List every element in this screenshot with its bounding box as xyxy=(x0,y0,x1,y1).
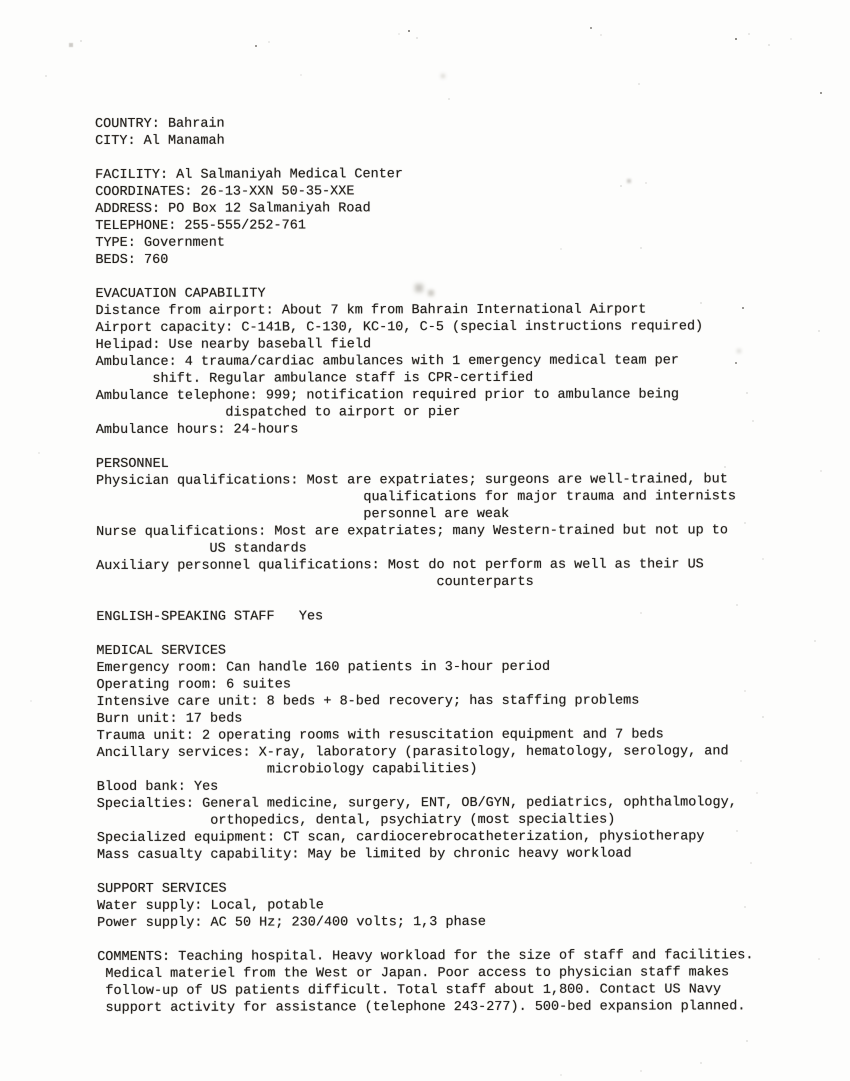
text-line: Physician qualifications: Most are expatriates; surgeons are well-trained, but xyxy=(95,472,728,489)
text-line: Mass casualty capability: May be limited by chronic heavy workload xyxy=(96,846,632,863)
text-line: Helipad: Use nearby baseball field xyxy=(95,337,372,353)
text-line: follow-up of US patients difficult. Total staff about 1,800. Contact US Navy xyxy=(97,982,722,999)
section-heading-personnel: PERSONNEL xyxy=(95,456,169,472)
text-line: Medical materiel from the West or Japan. Poor access to physician staff makes xyxy=(97,965,730,982)
text-line: Ambulance hours: 24-hours xyxy=(95,422,299,438)
section-heading-medical-services: MEDICAL SERVICES xyxy=(96,643,227,659)
text-line: Trauma unit: 2 operating rooms with resuscitation equipment and 7 beds xyxy=(96,727,664,744)
text-line: US standards xyxy=(96,541,307,557)
text-line: shift. Regular ambulance staff is CPR-certified xyxy=(95,370,534,387)
text-line: TELEPHONE: 255-555/252-761 xyxy=(95,218,306,234)
section-comments xyxy=(97,947,753,1017)
text-line: support activity for assistance (telephone 243-277). 500-bed expansion planned. xyxy=(97,999,746,1016)
text-line: Specialties: General medicine, surgery, ENT, OB/GYN, pediatrics, ophthalmology, xyxy=(96,795,737,812)
text-line: dispatched to airport or pier xyxy=(95,405,461,421)
section-support-services xyxy=(97,879,753,932)
scan-noise-smudges xyxy=(0,0,2,2)
text-line: Blood bank: Yes xyxy=(96,779,219,795)
section-heading-evacuation-capability: EVACUATION CAPABILITY xyxy=(95,286,266,302)
text-line: COUNTRY: Bahrain xyxy=(95,116,225,132)
text-line: FACILITY: Al Salmaniyah Medical Center xyxy=(95,167,404,183)
text-line: Burn unit: 17 beds xyxy=(96,711,243,727)
text-line: qualifications for major trauma and internists xyxy=(95,489,737,506)
text-line: Water supply: Local, potable xyxy=(97,898,324,914)
text-line: ENGLISH-SPEAKING STAFF Yes xyxy=(96,609,324,625)
text-line: Operating room: 6 suites xyxy=(96,677,291,693)
text-line: Auxiliary personnel qualifications: Most do not perform as well as their US xyxy=(96,557,704,574)
text-line: COMMENTS: Teaching hospital. Heavy workload for the size of staff and facilities. xyxy=(97,948,754,965)
section-facility-info xyxy=(95,165,751,269)
section-heading-support-services: SUPPORT SERVICES xyxy=(97,881,227,897)
text-line: TYPE: Government xyxy=(95,235,225,251)
section-personnel xyxy=(96,454,753,592)
text-line: Intensive care unit: 8 beds + 8-bed recovery; has staffing problems xyxy=(96,693,640,710)
text-line: Distance from airport: About 7 km from Bahrain International Airport xyxy=(95,302,647,319)
text-line: Nurse qualifications: Most are expatriates; many Western-trained but not up to xyxy=(96,523,729,540)
text-line: BEDS: 760 xyxy=(95,252,169,268)
scan-noise-speckles xyxy=(0,0,2,2)
text-line: Ancillary services: X-ray, laboratory (parasitology, hematology, serology, and xyxy=(96,744,729,761)
text-line: orthopedics, dental, psychiatry (most specialties) xyxy=(96,812,616,829)
text-line: Airport capacity: C-141B, C-130, KC-10, C-5 (special instructions required) xyxy=(95,319,704,336)
text-line: COORDINATES: 26-13-XXN 50-35-XXE xyxy=(95,184,355,200)
text-line: microbiology capabilities) xyxy=(96,762,478,778)
text-line: Specialized equipment: CT scan, cardiocerebrocatheterization, physiotherapy xyxy=(96,829,705,846)
text-line: personnel are weak xyxy=(96,506,510,523)
section-evacuation-capability xyxy=(95,284,752,439)
text-line: Emergency room: Can handle 160 patients in 3-hour period xyxy=(96,659,551,676)
text-line: Ambulance telephone: 999; notification required prior to ambulance being xyxy=(95,387,680,404)
text-line: Ambulance: 4 trauma/cardiac ambulances with 1 emergency medical team per xyxy=(95,353,679,370)
text-line: CITY: Al Manamah xyxy=(95,133,225,149)
document-text xyxy=(95,114,754,1034)
section-medical-services xyxy=(96,641,753,864)
section-english-speaking-staff xyxy=(96,607,752,626)
text-line: counterparts xyxy=(96,574,534,591)
text-line: Power supply: AC 50 Hz; 230/400 volts; 1,3 phase xyxy=(97,914,487,931)
section-location xyxy=(95,114,751,150)
text-line: ADDRESS: PO Box 12 Salmaniyah Road xyxy=(95,201,371,217)
